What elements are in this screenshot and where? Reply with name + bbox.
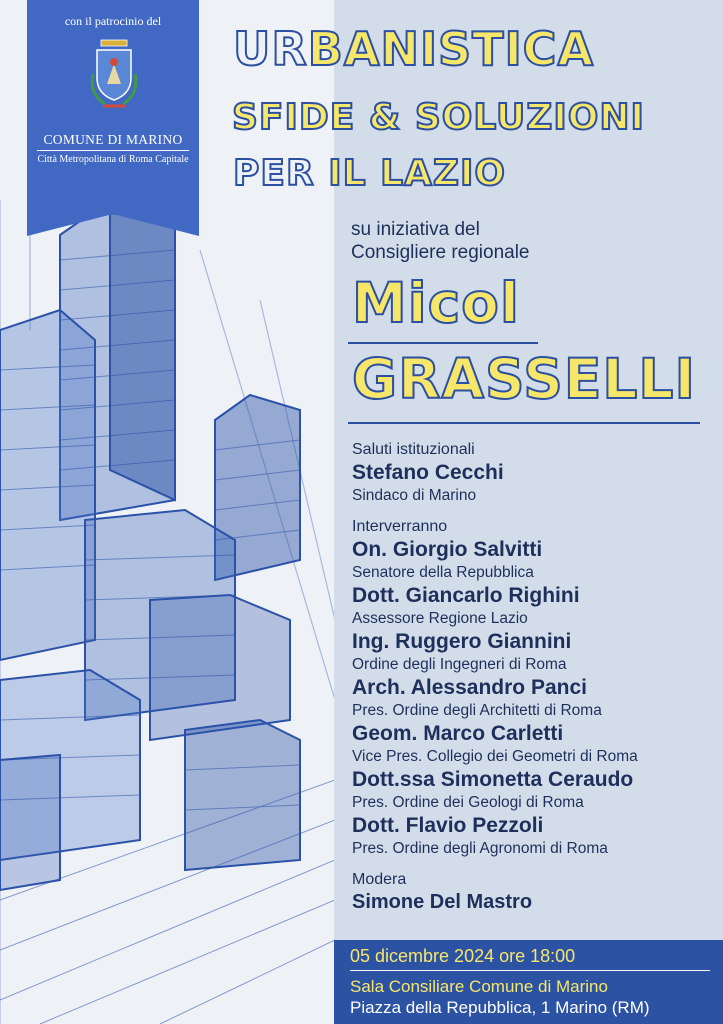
host-first-name: Micol — [352, 271, 520, 335]
speaker-entry — [352, 813, 717, 859]
speaker-name: Giorgio Salvitti — [392, 538, 543, 561]
speaker-entry — [352, 583, 717, 629]
host-last-name: GRASSELLI — [352, 347, 696, 411]
title-line-3-outline: PER — [233, 153, 329, 194]
speaker-title: On. — [352, 538, 387, 561]
speaker-role: Pres. Ordine degli Architetti di Roma — [352, 702, 602, 719]
initiative-line-1: su iniziativa del — [351, 219, 480, 240]
banner-divider — [37, 150, 189, 151]
patronage-caption: con il patrocinio del — [64, 14, 162, 28]
speaker-name: Ruggero Giannini — [395, 630, 572, 653]
greetings-role: Sindaco di Marino — [352, 487, 477, 504]
coat-of-arms-icon — [85, 34, 143, 114]
moderator-name: Simone Del Mastro — [352, 891, 533, 913]
speaker-name: Giancarlo Righini — [405, 584, 580, 607]
speaker-name-line — [352, 721, 717, 747]
speaker-name-line — [352, 767, 717, 793]
title-line-3-filled: IL LAZIO — [328, 153, 507, 194]
event-venue: Sala Consiliare Comune di Marino — [350, 977, 608, 996]
speaker-name-line — [352, 583, 717, 609]
speaker-title: Geom. — [352, 722, 418, 745]
speaker-entry — [352, 537, 717, 583]
title-line-1-filled: BANISTICA — [307, 22, 595, 76]
title-line-3 — [233, 153, 507, 194]
event-details-footer — [334, 940, 723, 1024]
speaker-role: Pres. Ordine degli Agronomi di Roma — [352, 840, 608, 857]
banner-tail-left — [27, 214, 113, 236]
speaker-title: Dott. — [352, 584, 400, 607]
commune-name: COMUNE DI MARINO — [43, 132, 183, 147]
initiative-line-2: Consigliere regionale — [351, 242, 530, 263]
speaker-name-line — [352, 813, 717, 839]
speaker-title: Ing. — [352, 630, 390, 653]
title-line-1-outline: UR — [233, 22, 308, 76]
speaker-entry — [352, 675, 717, 721]
speaker-entry — [352, 721, 717, 767]
speaker-name: Flavio Pezzoli — [405, 814, 544, 837]
title-line-1 — [233, 22, 595, 76]
speaker-name: Marco Carletti — [423, 722, 564, 745]
speakers-section — [352, 440, 717, 914]
speaker-name: Alessandro Panci — [410, 676, 587, 699]
speaker-entry — [352, 629, 717, 675]
speaker-entry — [352, 767, 717, 813]
banner-tail-right — [113, 214, 199, 236]
title-line-2: SFIDE & SOLUZIONI — [232, 97, 645, 138]
speaker-title: Dott. — [352, 814, 400, 837]
moderator-label: Modera — [352, 871, 407, 888]
speaker-role: Assessore Regione Lazio — [352, 610, 528, 627]
host-underline-2 — [348, 422, 700, 424]
footer-divider — [350, 970, 710, 971]
patronage-banner — [27, 0, 199, 236]
speaker-name: Simonetta Ceraudo — [440, 768, 634, 791]
speakers-label: Interverranno — [352, 518, 448, 535]
speaker-name-line — [352, 537, 717, 563]
event-date: 05 dicembre 2024 ore 18:00 — [350, 946, 576, 966]
speaker-role: Senatore della Repubblica — [352, 564, 534, 581]
host-underline-1 — [348, 342, 538, 344]
metropolitan-city: Città Metropolitana di Roma Capitale — [37, 154, 189, 165]
speaker-role: Pres. Ordine dei Geologi di Roma — [352, 794, 584, 811]
speaker-role: Vice Pres. Collegio dei Geometri di Roma — [352, 748, 638, 765]
greetings-label: Saluti istituzionali — [352, 441, 475, 458]
initiative-text — [351, 218, 530, 264]
speaker-title: Arch. — [352, 676, 406, 699]
speaker-name-line — [352, 629, 717, 655]
speaker-title: Dott.ssa — [352, 768, 435, 791]
event-address: Piazza della Repubblica, 1 Marino (RM) — [350, 998, 650, 1017]
speaker-role: Ordine degli Ingegneri di Roma — [352, 656, 567, 673]
speaker-name-line — [352, 675, 717, 701]
greetings-name: Stefano Cecchi — [352, 461, 504, 484]
